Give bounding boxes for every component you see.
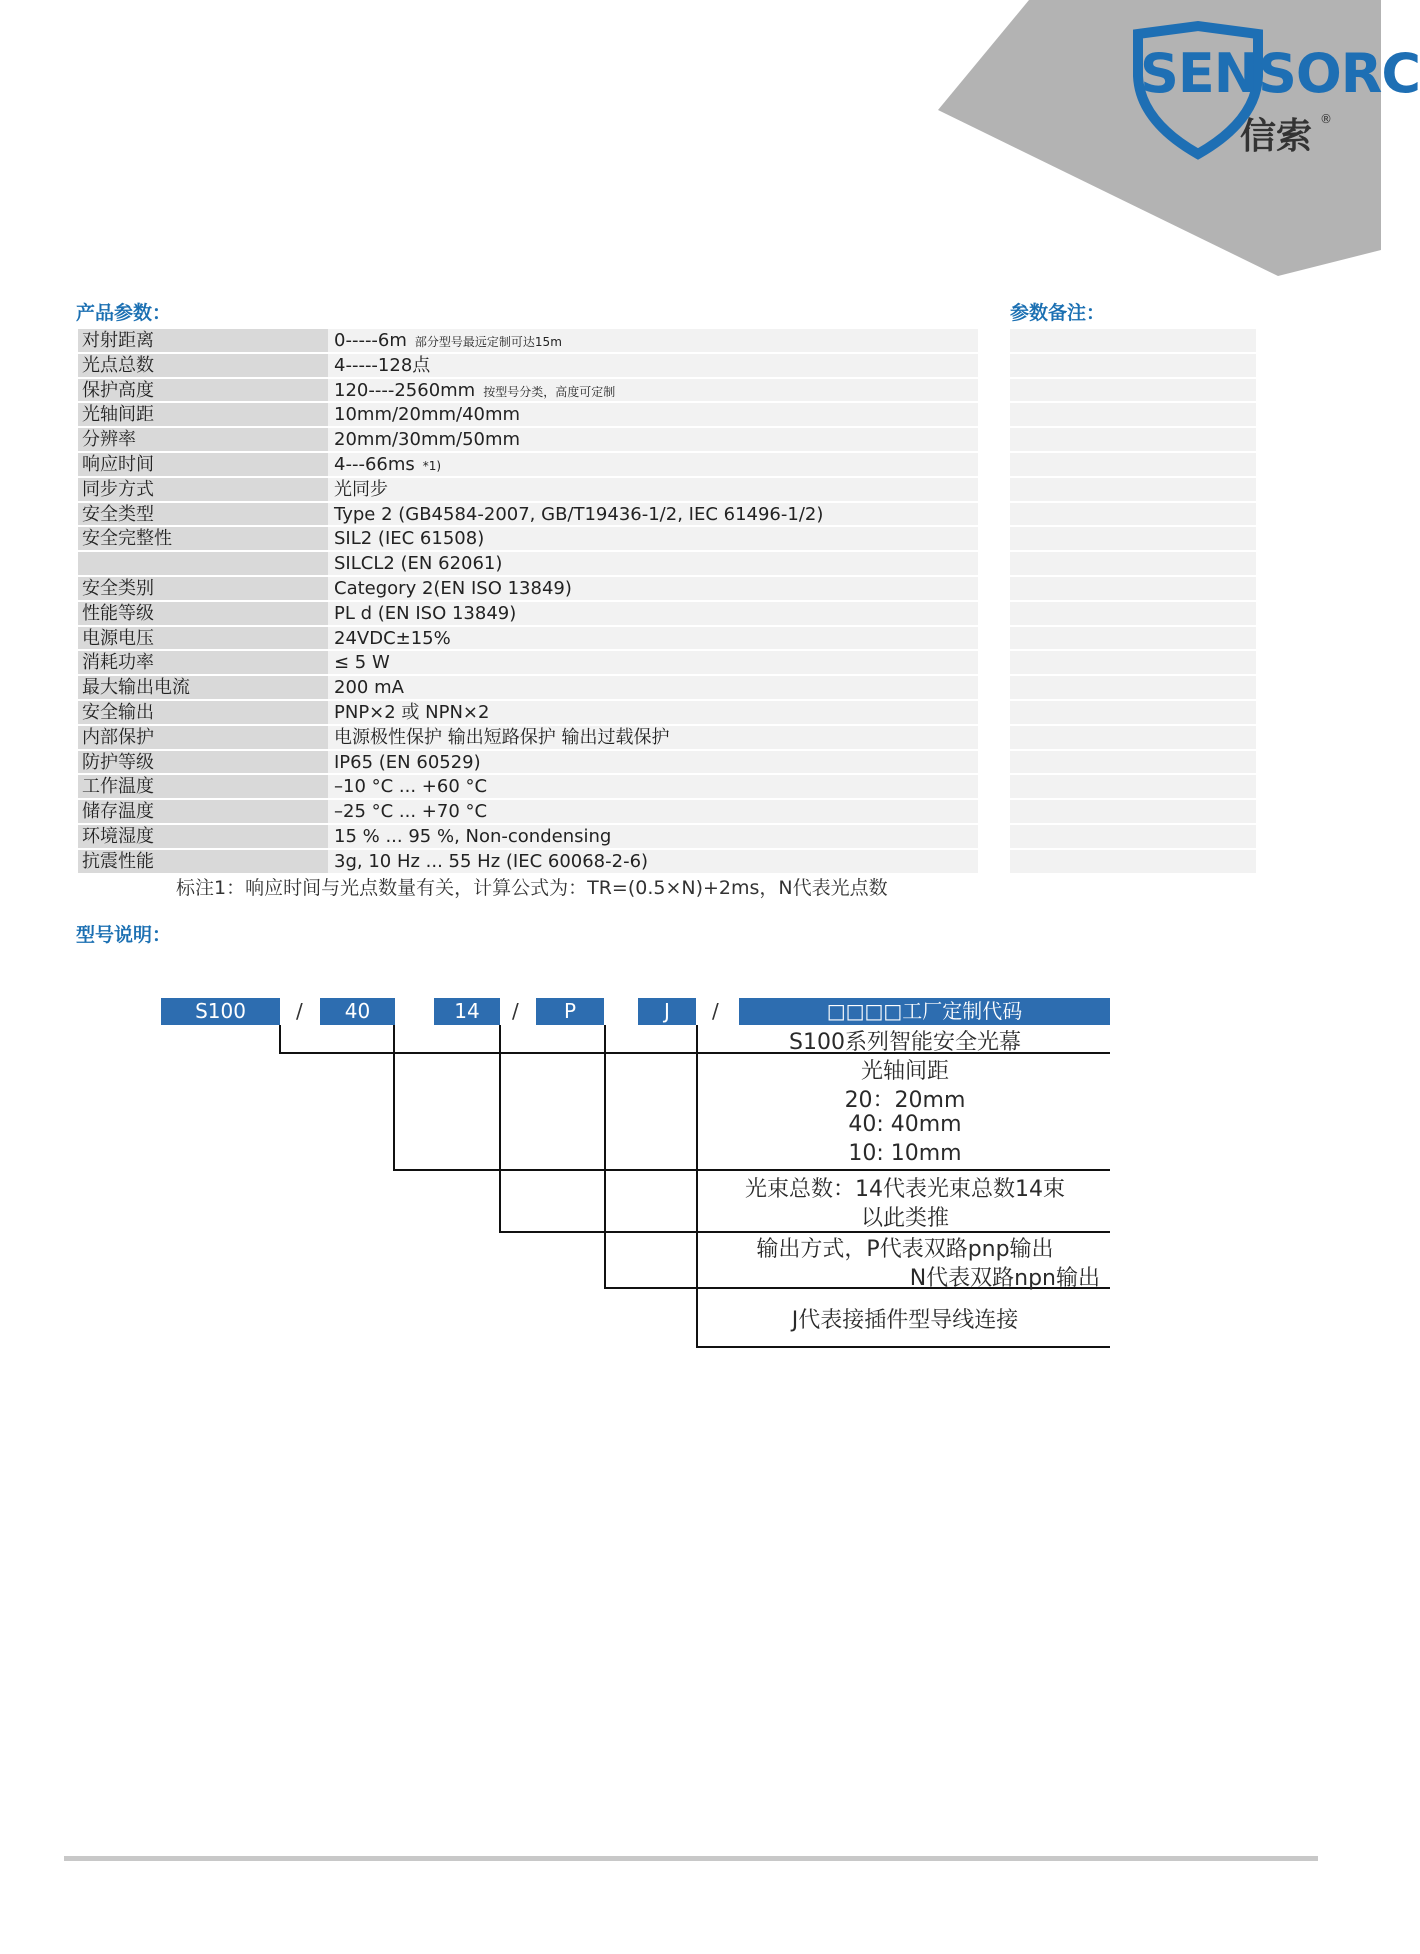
product-params-title: 产品参数： [76,302,172,324]
param-remarks-title: 参数备注： [1010,302,1106,324]
spec-row [78,428,978,453]
spec-value-text: Type 2 (GB4584-2007, GB/T19436-1/2, IEC 61496-1/2) [334,503,824,525]
code-slash-3: / [712,999,719,1023]
spec-note: 部分型号最远定制可达15m [414,335,562,349]
remark-cell [1010,701,1256,726]
remark-cell [1010,552,1256,577]
spec-row [78,379,978,404]
spec-label: 响应时间 [78,453,328,476]
spec-label: 性能等级 [78,602,328,625]
remark-cell [1010,602,1256,627]
connector-line-axis [393,1025,395,1171]
spec-table [78,329,978,875]
spec-label: 对射距离 [78,329,328,352]
remark-cell [1010,379,1256,404]
remark-cell [1010,453,1256,478]
remark-cell [1010,751,1256,776]
desc-series: S100系列智能安全光幕 [789,1030,1021,1055]
code-box-series: S100 [161,998,280,1025]
code-box-output: P [536,998,604,1025]
desc-beams-2: 以此类推 [860,1206,949,1231]
spec-value [328,775,978,798]
remark-cell [1010,825,1256,850]
spec-label [78,552,328,575]
spec-value [328,403,978,426]
footer-rule [64,1856,1318,1861]
code-slash-2: / [512,999,519,1023]
spec-row [78,354,978,379]
desc-output-2: N代表双路npn输出 [909,1266,1100,1291]
spec-label: 环境湿度 [78,825,328,848]
spec-value-text: ≤ 5 W [334,652,390,674]
spec-value [328,602,978,625]
spec-row [78,800,978,825]
connector-line-beams [499,1025,501,1233]
spec-row [78,403,978,428]
spec-label: 安全类型 [78,503,328,526]
code-slash-1: / [296,999,303,1023]
spec-row [78,726,978,751]
spec-value-text: –25 °C ... +70 °C [334,801,488,823]
remark-cell [1010,676,1256,701]
remark-cell [1010,354,1256,379]
spec-value [328,478,978,501]
spec-label: 光轴间距 [78,403,328,426]
spec-row [78,651,978,676]
spec-value-text: 10mm/20mm/40mm [334,404,521,426]
connector-line-series [279,1025,281,1054]
spec-value-text: IP65 (EN 60529) [334,751,481,773]
code-box-custom: □□□□工厂定制代码 [739,998,1110,1025]
remark-cell [1010,850,1256,875]
desc-axis-40: 40: 40mm [848,1112,962,1137]
remark-cell [1010,478,1256,503]
spec-label: 电源电压 [78,627,328,650]
connector-line-connector [696,1025,698,1348]
spec-row [78,577,978,602]
code-box-beams: 14 [434,998,500,1025]
spec-value [328,428,978,451]
spec-label: 保护高度 [78,379,328,402]
remark-cell [1010,403,1256,428]
connector-line-connector-h [696,1346,1110,1348]
spec-label: 内部保护 [78,726,328,749]
spec-row [78,453,978,478]
spec-label: 防护等级 [78,751,328,774]
registered-mark: ® [1320,112,1332,126]
spec-value [328,651,978,674]
spec-note: 按型号分类，高度可定制 [483,384,616,399]
spec-value-text: 20mm/30mm/50mm [334,429,521,451]
spec-note: *1) [422,458,442,473]
spec-row [78,552,978,577]
spec-value [328,701,978,724]
spec-row [78,676,978,701]
spec-row [78,329,978,354]
footnote: 标注1：响应时间与光点数量有关，计算公式为：TR=(0.5×N)+2ms，N代表光点数 [176,877,888,899]
spec-label: 同步方式 [78,478,328,501]
code-box-connector: J [638,998,696,1025]
spec-row [78,527,978,552]
remark-cell [1010,577,1256,602]
brand-name: SENSORC [1140,42,1420,105]
spec-row [78,751,978,776]
spec-row [78,602,978,627]
spec-value [328,751,978,774]
desc-axis-20: 20：20mm [844,1088,966,1113]
spec-value [328,726,978,749]
spec-value-text: SILCL2 (EN 62061) [334,553,503,575]
code-box-axis: 40 [320,998,395,1025]
remarks-column [1010,329,1256,875]
spec-value-text: 3g, 10 Hz ... 55 Hz (IEC 60068-2-6) [334,850,649,872]
spec-value [328,825,978,848]
spec-value [328,627,978,650]
spec-value-text: 电源极性保护 输出短路保护 输出过载保护 [334,726,670,748]
spec-value [328,850,978,873]
spec-value [328,527,978,550]
spec-row [78,701,978,726]
spec-row [78,503,978,528]
remark-cell [1010,527,1256,552]
spec-row [78,775,978,800]
desc-axis-title: 光轴间距 [860,1059,949,1084]
spec-row [78,850,978,875]
spec-value [328,577,978,600]
brand-name-cn: 信索 [1240,116,1313,157]
spec-value [328,552,978,575]
spec-value-text: 光同步 [334,478,388,500]
spec-row [78,825,978,850]
spec-value [328,453,978,476]
model-explanation-title: 型号说明： [76,924,172,946]
spec-row [78,478,978,503]
spec-value-text: Category 2(EN ISO 13849) [334,577,572,599]
spec-label: 安全输出 [78,701,328,724]
spec-label: 分辨率 [78,428,328,451]
spec-value-text: PL d (EN ISO 13849) [334,602,517,624]
remark-cell [1010,503,1256,528]
spec-label: 安全完整性 [78,527,328,550]
desc-connector: J代表接插件型导线连接 [791,1308,1019,1333]
spec-value [328,503,978,526]
spec-label: 储存温度 [78,800,328,823]
spec-value [328,354,978,377]
spec-label: 工作温度 [78,775,328,798]
spec-label: 抗震性能 [78,850,328,873]
spec-value-text: 4---66ms [334,453,415,475]
remark-cell [1010,775,1256,800]
spec-label: 消耗功率 [78,651,328,674]
spec-value [328,329,978,352]
connector-line-output [604,1025,606,1289]
remark-cell [1010,726,1256,751]
spec-row [78,627,978,652]
spec-value-text: PNP×2 或 NPN×2 [334,701,490,723]
spec-label: 最大输出电流 [78,676,328,699]
spec-value-text: 4-----128点 [334,354,431,376]
spec-value-text: 15 % ... 95 %, Non-condensing [334,825,612,847]
remark-cell [1010,651,1256,676]
spec-value-text: 200 mA [334,677,404,699]
spec-value-text: 24VDC±15% [334,627,451,649]
spec-value [328,676,978,699]
spec-value-text: 120----2560mm [334,379,476,401]
spec-value-text: 0-----6m [334,330,407,351]
desc-output-1: 输出方式，P代表双路pnp输出 [756,1237,1054,1262]
desc-beams-1: 光束总数：14代表光束总数14束 [745,1177,1065,1202]
remark-cell [1010,329,1256,354]
remark-cell [1010,627,1256,652]
spec-label: 光点总数 [78,354,328,377]
spec-label: 安全类别 [78,577,328,600]
spec-value [328,800,978,823]
spec-value-text: –10 °C ... +60 °C [334,776,488,798]
remark-cell [1010,800,1256,825]
desc-axis-10: 10: 10mm [848,1141,962,1166]
spec-value [328,379,978,402]
remark-cell [1010,428,1256,453]
spec-value-text: SIL2 (IEC 61508) [334,528,485,550]
